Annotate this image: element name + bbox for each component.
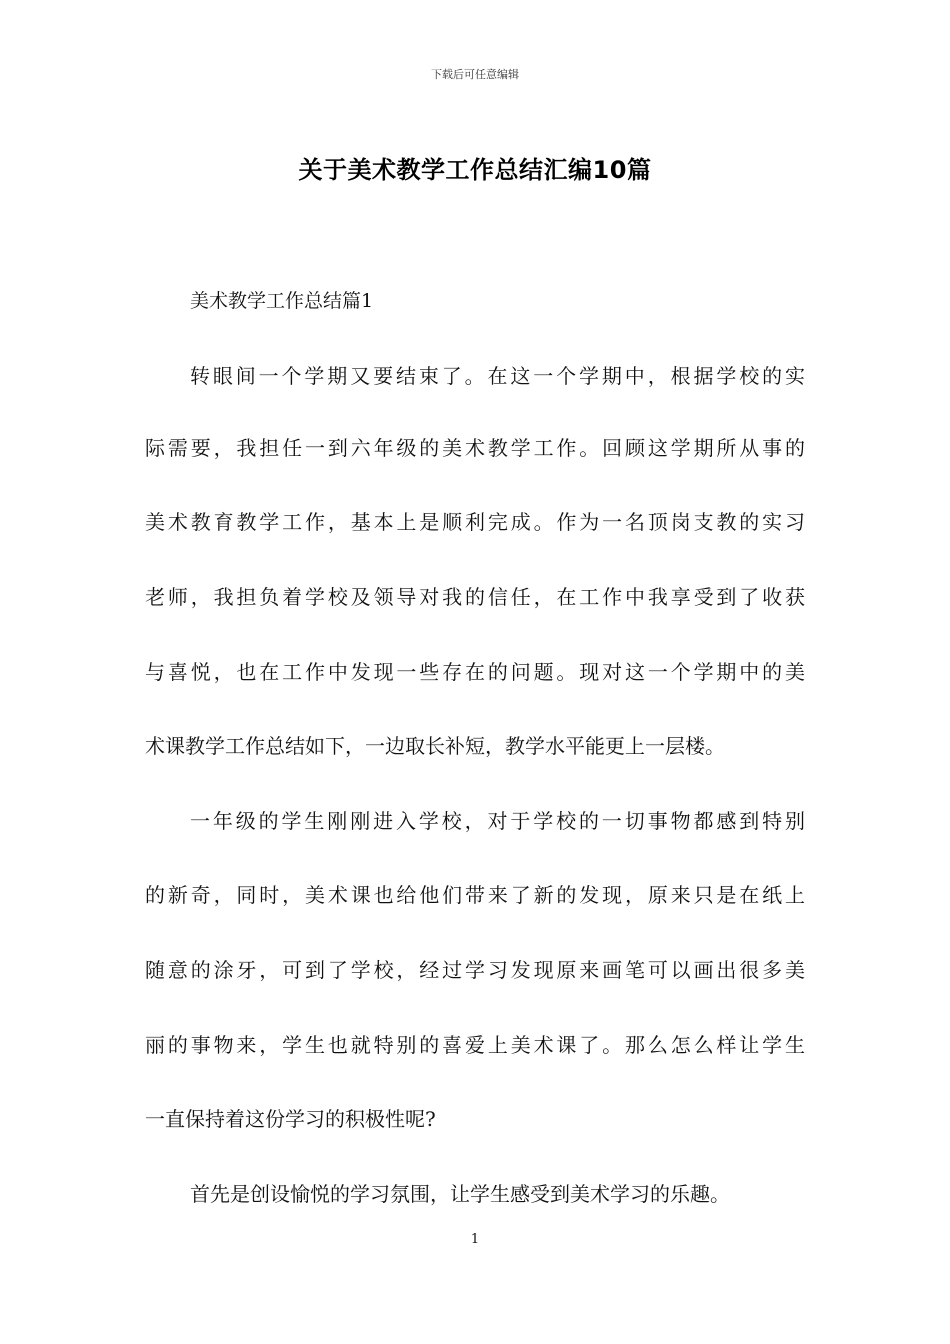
header-note: 下载后可任意编辑 — [431, 68, 519, 81]
paragraph-line: 老师，我担负着学校及领导对我的信任，在工作中我享受到了收获 — [145, 585, 805, 609]
paragraph-line: 一年级的学生刚刚进入学校，对于学校的一切事物都感到特别 — [190, 809, 805, 833]
section-heading: 美术教学工作总结篇1 — [190, 290, 374, 312]
paragraph-line: 术课教学工作总结如下，一边取长补短，教学水平能更上一层楼。 — [145, 734, 725, 758]
page-number: 1 — [470, 1232, 480, 1247]
paragraph-line: 丽的事物来，学生也就特别的喜爱上美术课了。那么怎么样让学生 — [145, 1033, 805, 1057]
paragraph-line: 与喜悦，也在工作中发现一些存在的问题。现对这一个学期中的美 — [145, 660, 805, 684]
paragraph-line: 随意的涂牙，可到了学校，经过学习发现原来画笔可以画出很多美 — [145, 958, 805, 982]
paragraph-line: 美术教育教学工作，基本上是顺利完成。作为一名顶岗支教的实习 — [145, 510, 805, 534]
document-title: 关于美术教学工作总结汇编10篇 — [298, 156, 652, 184]
paragraph-line: 首先是创设愉悦的学习氛围，让学生感受到美术学习的乐趣。 — [190, 1182, 730, 1206]
paragraph-line: 际需要，我担任一到六年级的美术教学工作。回顾这学期所从事的 — [145, 436, 805, 460]
paragraph-line: 的新奇，同时，美术课也给他们带来了新的发现，原来只是在纸上 — [145, 883, 805, 907]
paragraph-line: 一直保持着这份学习的积极性呢? — [145, 1107, 436, 1131]
paragraph-line: 转眼间一个学期又要结束了。在这一个学期中，根据学校的实 — [190, 364, 805, 388]
